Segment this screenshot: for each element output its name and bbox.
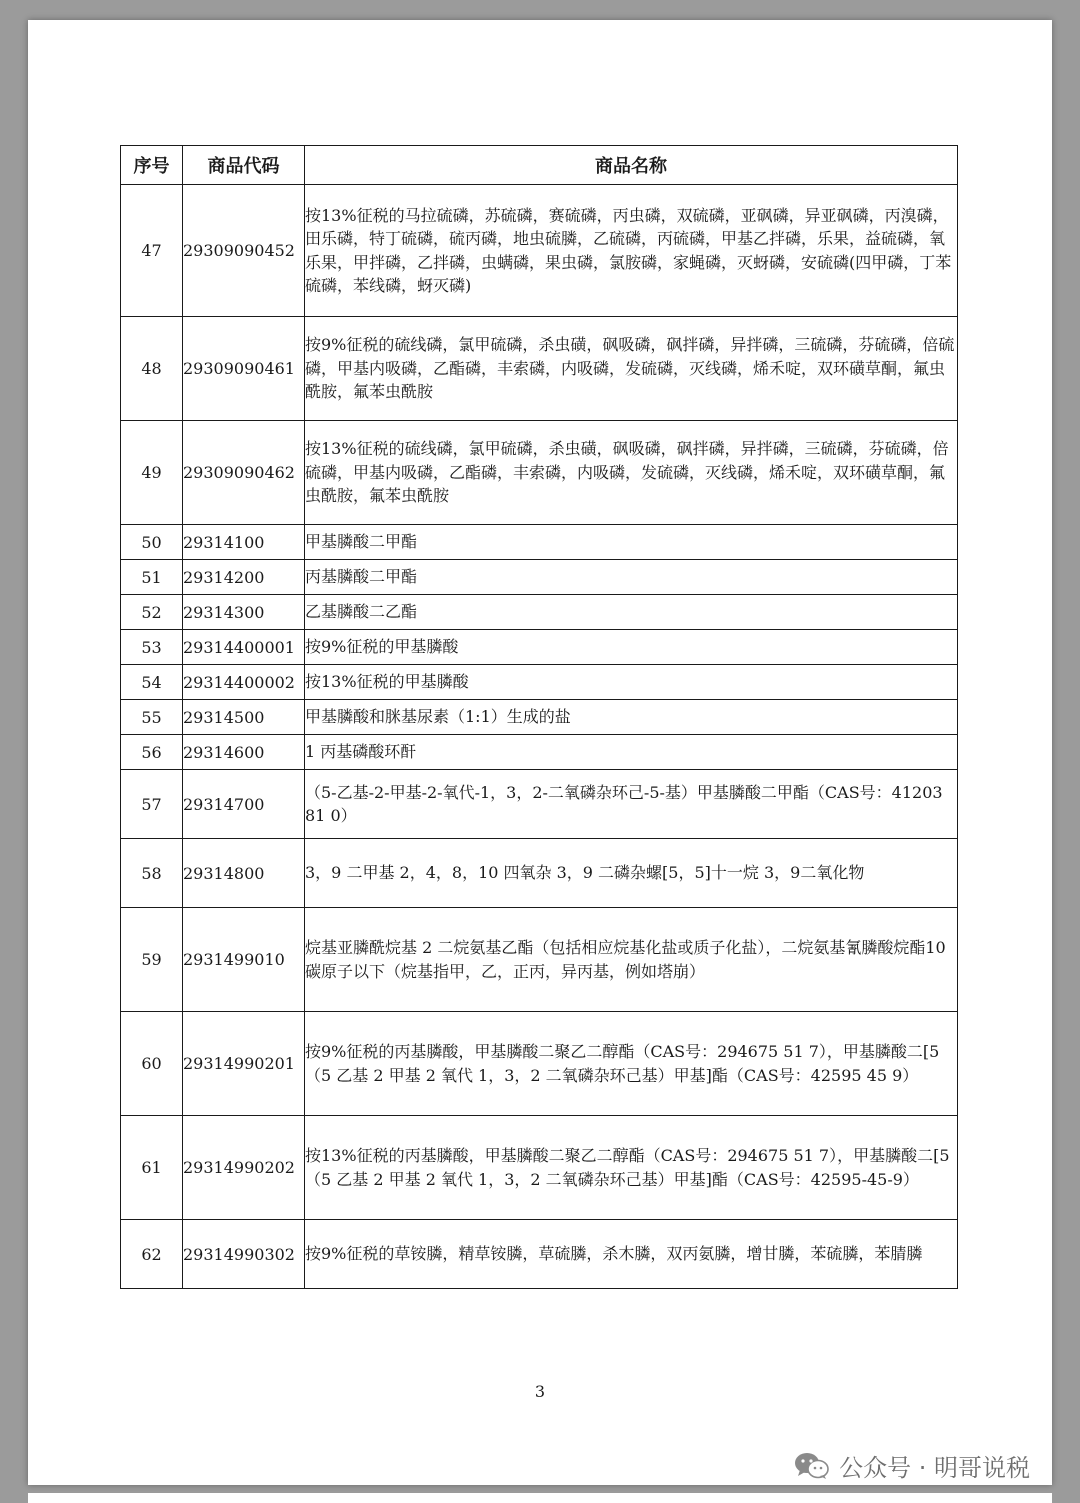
table-row bbox=[121, 560, 958, 595]
row-code: 29314990201 bbox=[183, 1012, 305, 1116]
table-row bbox=[121, 421, 958, 525]
watermark-text: 公众号 · 明哥说税 bbox=[839, 1454, 1030, 1482]
table-row bbox=[121, 700, 958, 735]
row-code: 29314200 bbox=[183, 560, 305, 595]
row-no: 54 bbox=[121, 665, 183, 700]
table-row bbox=[121, 1012, 958, 1116]
row-no: 58 bbox=[121, 839, 183, 908]
row-code: 29309090452 bbox=[183, 185, 305, 317]
watermark bbox=[793, 1448, 1030, 1483]
row-name: 甲基膦酸二甲酯 bbox=[305, 525, 958, 560]
row-no: 59 bbox=[121, 908, 183, 1012]
row-name: （5-乙基-2-甲基-2-氧代-1，3，2-二氧磷杂环己-5-基）甲基膦酸二甲酯（CAS号：41203 81 0） bbox=[305, 770, 958, 839]
table-row bbox=[121, 185, 958, 317]
row-no: 49 bbox=[121, 421, 183, 525]
row-name: 按9%征税的草铵膦，精草铵膦，草硫膦，杀木膦，双丙氨膦，增甘膦，苯硫膦，苯腈膦 bbox=[305, 1220, 958, 1289]
row-name: 1 丙基磷酸环酐 bbox=[305, 735, 958, 770]
row-no: 53 bbox=[121, 630, 183, 665]
row-code: 29314400001 bbox=[183, 630, 305, 665]
header-name: 商品名称 bbox=[305, 146, 958, 185]
table-row bbox=[121, 317, 958, 421]
table-row bbox=[121, 908, 958, 1012]
row-code: 29314990302 bbox=[183, 1220, 305, 1289]
row-code: 29314500 bbox=[183, 700, 305, 735]
row-name: 按9%征税的硫线磷，氯甲硫磷，杀虫磺，砜吸磷，砜拌磷，异拌磷，三硫磷，芬硫磷，倍硫磷，甲基内吸磷，乙酯磷，丰索磷，内吸磷，发硫磷，灭线磷，烯禾啶，双环磺草酮，氟虫酰胺，氟苯虫酰胺 bbox=[305, 317, 958, 421]
row-no: 57 bbox=[121, 770, 183, 839]
row-no: 48 bbox=[121, 317, 183, 421]
row-no: 47 bbox=[121, 185, 183, 317]
row-no: 51 bbox=[121, 560, 183, 595]
table-row bbox=[121, 770, 958, 839]
row-code: 29314800 bbox=[183, 839, 305, 908]
row-name: 乙基膦酸二乙酯 bbox=[305, 595, 958, 630]
table-row bbox=[121, 735, 958, 770]
table-row bbox=[121, 1220, 958, 1289]
row-name: 按13%征税的硫线磷，氯甲硫磷，杀虫磺，砜吸磷，砜拌磷，异拌磷，三硫磷，芬硫磷，倍硫磷，甲基内吸磷，乙酯磷，丰索磷，内吸磷，发硫磷，灭线磷，烯禾啶，双环磺草酮，氟虫酰胺，氟苯虫酰胺 bbox=[305, 421, 958, 525]
next-page-edge bbox=[28, 1493, 1052, 1503]
row-code: 29314600 bbox=[183, 735, 305, 770]
row-name: 3，9 二甲基 2，4，8，10 四氧杂 3，9 二磷杂螺[5，5]十一烷 3，9二氧化物 bbox=[305, 839, 958, 908]
row-name: 按13%征税的甲基膦酸 bbox=[305, 665, 958, 700]
wechat-icon bbox=[793, 1451, 831, 1481]
table-row bbox=[121, 1116, 958, 1220]
row-code: 2931499010 bbox=[183, 908, 305, 1012]
header-code: 商品代码 bbox=[183, 146, 305, 185]
page-number: 3 bbox=[534, 1382, 546, 1401]
row-no: 55 bbox=[121, 700, 183, 735]
row-code: 29314990202 bbox=[183, 1116, 305, 1220]
row-no: 52 bbox=[121, 595, 183, 630]
row-code: 29314100 bbox=[183, 525, 305, 560]
row-no: 56 bbox=[121, 735, 183, 770]
row-name: 按9%征税的甲基膦酸 bbox=[305, 630, 958, 665]
row-code: 29309090461 bbox=[183, 317, 305, 421]
table-row bbox=[121, 525, 958, 560]
row-code: 29314300 bbox=[183, 595, 305, 630]
row-name: 烷基亚膦酰烷基 2 二烷氨基乙酯（包括相应烷基化盐或质子化盐），二烷氨基氰膦酸烷酯10碳原子以下（烷基指甲，乙，正丙，异丙基，例如塔崩） bbox=[305, 908, 958, 1012]
row-name: 按13%征税的丙基膦酸，甲基膦酸二聚乙二醇酯（CAS号：294675 51 7），甲基膦酸二[5 （5 乙基 2 甲基 2 氧代 1，3，2 二氧磷杂环己基）甲基]酯（CAS号：42595-45-9） bbox=[305, 1116, 958, 1220]
header-no: 序号 bbox=[121, 146, 183, 185]
row-no: 62 bbox=[121, 1220, 183, 1289]
table-row bbox=[121, 839, 958, 908]
commodity-table bbox=[120, 145, 958, 1289]
table-row bbox=[121, 665, 958, 700]
document-page bbox=[28, 20, 1052, 1485]
row-name: 按9%征税的丙基膦酸，甲基膦酸二聚乙二醇酯（CAS号：294675 51 7），甲基膦酸二[5 （5 乙基 2 甲基 2 氧代 1，3，2 二氧磷杂环己基）甲基]酯（CAS号：42595 45 9） bbox=[305, 1012, 958, 1116]
row-name: 按13%征税的马拉硫磷，苏硫磷，赛硫磷，丙虫磷，双硫磷，亚砜磷，异亚砜磷，丙溴磷，田乐磷，特丁硫磷，硫丙磷，地虫硫膦，乙硫磷，丙硫磷，甲基乙拌磷，乐果，益硫磷，氧乐果，甲拌磷，乙拌磷，虫螨磷，果虫磷，氯胺磷，家蝇磷，灭蚜磷，安硫磷(四甲磷，丁苯硫磷，苯线磷，蚜灭磷) bbox=[305, 185, 958, 317]
row-name: 丙基膦酸二甲酯 bbox=[305, 560, 958, 595]
row-no: 61 bbox=[121, 1116, 183, 1220]
table-row bbox=[121, 630, 958, 665]
row-code: 29314400002 bbox=[183, 665, 305, 700]
row-code: 29314700 bbox=[183, 770, 305, 839]
table-header-row bbox=[121, 146, 958, 185]
row-code: 29309090462 bbox=[183, 421, 305, 525]
row-name: 甲基膦酸和脒基尿素（1:1）生成的盐 bbox=[305, 700, 958, 735]
table-row bbox=[121, 595, 958, 630]
row-no: 50 bbox=[121, 525, 183, 560]
row-no: 60 bbox=[121, 1012, 183, 1116]
